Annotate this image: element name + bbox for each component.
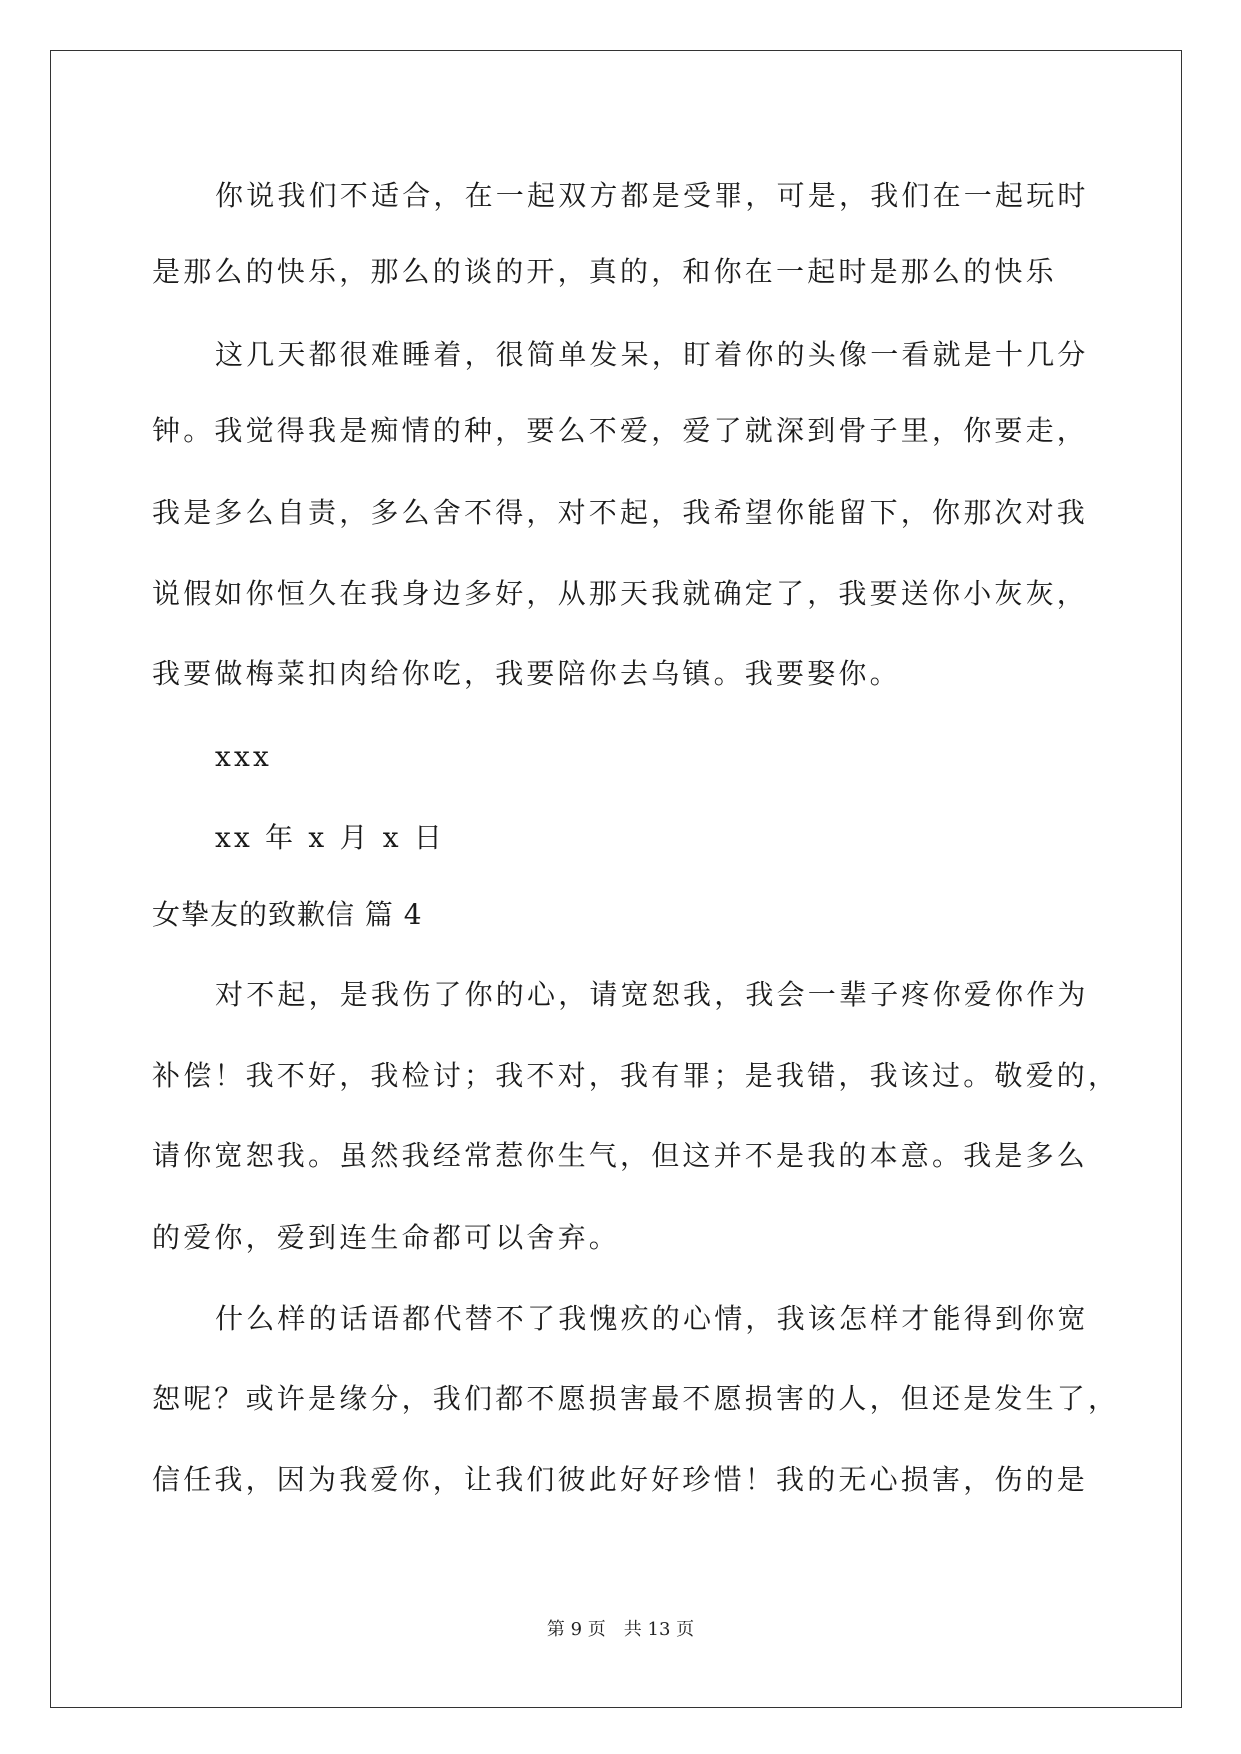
paragraph-line: 我是多么自责，多么舍不得，对不起，我希望你能留下，你那次对我 <box>152 496 1089 529</box>
page-number-footer: 第 9 页 共 13 页 <box>546 1619 695 1640</box>
section-heading: 女挚友的致歉信 篇 4 <box>152 898 423 931</box>
paragraph-line: 钟。我觉得我是痴情的种，要么不爱，爱了就深到骨子里，你要走， <box>152 414 1089 447</box>
paragraph-line: 什么样的话语都代替不了我愧疚的心情，我该怎样才能得到你宽 <box>215 1302 1089 1335</box>
paragraph-line: 我要做梅菜扣肉给你吃，我要陪你去乌镇。我要娶你。 <box>152 657 901 690</box>
paragraph-line: 补偿！我不好，我检讨；我不对，我有罪；是我错，我该过。敬爱的， <box>152 1059 1120 1092</box>
paragraph-line: 你说我们不适合，在一起双方都是受罪，可是，我们在一起玩时 <box>215 179 1089 212</box>
signature-name: xxx <box>215 740 272 773</box>
paragraph-line: 是那么的快乐，那么的谈的开，真的，和你在一起时是那么的快乐 <box>152 255 1057 288</box>
signature-date: xx 年 x 月 x 日 <box>215 821 446 854</box>
paragraph-line: 这几天都很难睡着，很简单发呆，盯着你的头像一看就是十几分 <box>215 338 1089 371</box>
paragraph-line: 恕呢？或许是缘分，我们都不愿损害最不愿损害的人，但还是发生了， <box>152 1382 1120 1415</box>
paragraph-line: 说假如你恒久在我身边多好，从那天我就确定了，我要送你小灰灰， <box>152 577 1089 610</box>
paragraph-line: 请你宽恕我。虽然我经常惹你生气，但这并不是我的本意。我是多么 <box>152 1139 1089 1172</box>
paragraph-line: 的爱你，爱到连生命都可以舍弃。 <box>152 1221 621 1254</box>
paragraph-line: 信任我，因为我爱你，让我们彼此好好珍惜！我的无心损害，伤的是 <box>152 1463 1089 1496</box>
paragraph-line: 对不起，是我伤了你的心，请宽恕我，我会一辈子疼你爱你作为 <box>215 978 1089 1011</box>
